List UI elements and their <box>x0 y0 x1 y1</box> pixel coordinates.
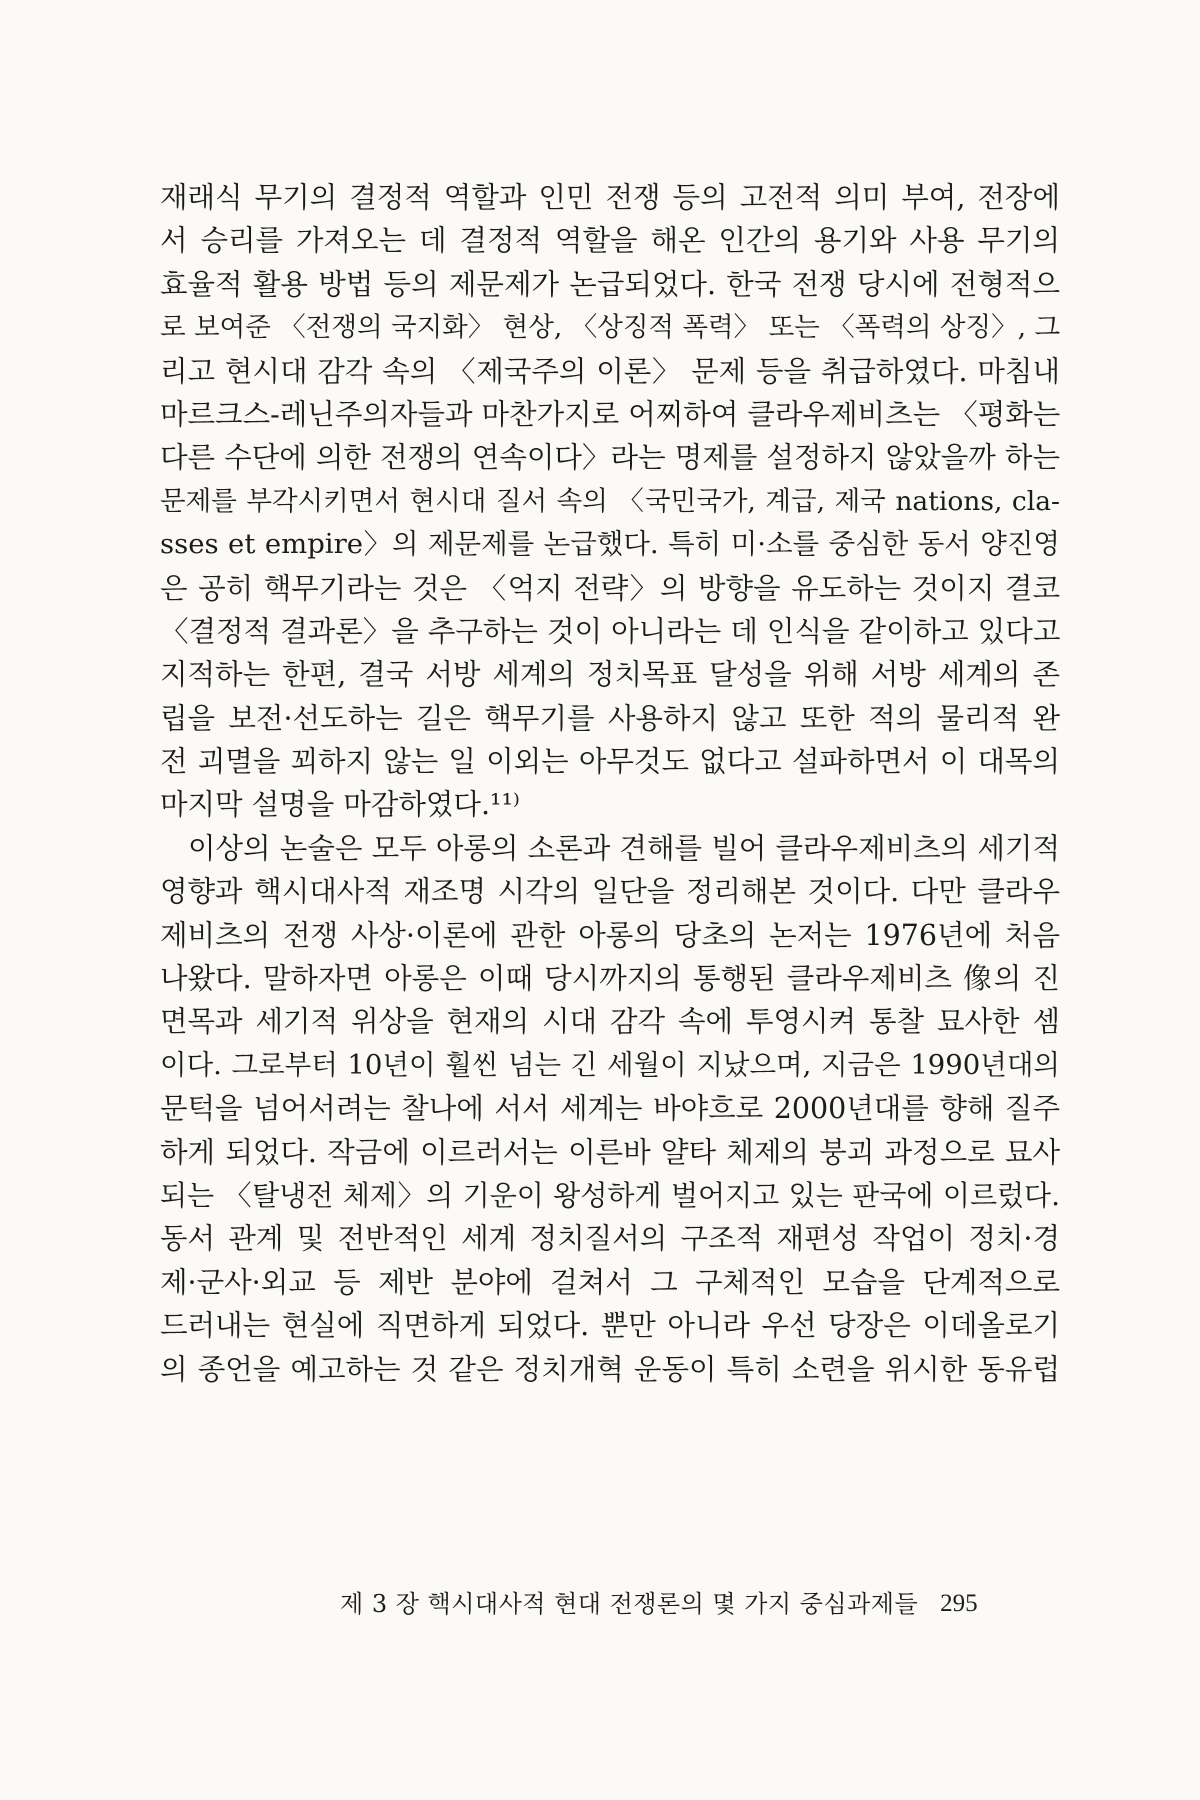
text-line: 다른 수단에 의한 전쟁의 연속이다〉라는 명제를 설정하지 않았을까 하는 <box>160 441 1060 475</box>
text-line: 마르크스-레닌주의자들과 마찬가지로 어찌하여 클라우제비츠는 〈평화는 <box>160 397 1060 431</box>
page-number: 295 <box>940 1590 978 1617</box>
text-line: 나왔다. 말하자면 아롱은 이때 당시까지의 통행된 클라우제비츠 像의 진 <box>160 962 1060 996</box>
text-line: 이다. 그로부터 10년이 훨씬 넘는 긴 세월이 지났으며, 지금은 1990년대의 <box>160 1048 1060 1081</box>
text-line: 서 승리를 가져오는 데 결정적 역할을 해온 인간의 용기와 사용 무기의 <box>160 224 1060 258</box>
text-line: sses et empire〉의 제문제를 논급했다. 특히 미·소를 중심한 동서 양진영 <box>160 528 1060 561</box>
text-line: 문턱을 넘어서려는 찰나에 서서 세계는 바야흐로 2000년대를 향해 질주 <box>160 1092 1060 1126</box>
text-line: 립을 보전·선도하는 길은 핵무기를 사용하지 않고 또한 적의 물리적 완 <box>160 701 1060 735</box>
text-line: 영향과 핵시대사적 재조명 시각의 일단을 정리해본 것이다. 다만 클라우 <box>160 875 1060 909</box>
text-line: 로 보여준 〈전쟁의 국지화〉 현상, 〈상징적 폭력〉 또는 〈폭력의 상징〉, 그 <box>160 312 1060 344</box>
text-line: 재래식 무기의 결정적 역할과 인민 전쟁 등의 고전적 의미 부여, 전장에 <box>160 181 1060 214</box>
chapter-title: 제 3 장 핵시대사적 현대 전쟁론의 몇 가지 중심과제들 <box>340 1590 919 1618</box>
text-line: 은 공히 핵무기라는 것은 〈억지 전략〉의 방향을 유도하는 것이지 결코 <box>160 571 1060 605</box>
text-line: 리고 현시대 감각 속의 〈제국주의 이론〉 문제 등을 취급하였다. 마침내 <box>160 354 1060 388</box>
text-line: 면목과 세기적 위상을 현재의 시대 감각 속에 투영시켜 통찰 묘사한 셈 <box>160 1005 1060 1039</box>
text-line: 되는 〈탈냉전 체제〉의 기운이 왕성하게 벌어지고 있는 판국에 이르렀다. <box>160 1178 1060 1212</box>
running-footer <box>340 1584 1060 1624</box>
text-line: 제·군사·외교 등 제반 분야에 걸쳐서 그 구체적인 모습을 단계적으로 <box>160 1265 1060 1299</box>
body-text <box>160 176 1060 1391</box>
text-line: 제비츠의 전쟁 사상·이론에 관한 아롱의 당초의 논저는 1976년에 처음 <box>160 918 1060 952</box>
text-line: 마지막 설명을 마감하였다.¹¹⁾ <box>160 788 520 822</box>
text-line: 이상의 논술은 모두 아롱의 소론과 견해를 빌어 클라우제비츠의 세기적 <box>188 831 1060 865</box>
text-line: 문제를 부각시키면서 현시대 질서 속의 〈국민국가, 계급, 제국 nations, cla- <box>160 485 1060 517</box>
text-line: 동서 관계 및 전반적인 세계 정치질서의 구조적 재편성 작업이 정치·경 <box>160 1222 1060 1256</box>
text-line: 하게 되었다. 작금에 이르러서는 이른바 얄타 체제의 붕괴 과정으로 묘사 <box>160 1135 1060 1169</box>
paragraph-1 <box>160 176 1060 827</box>
text-line: 효율적 활용 방법 등의 제문제가 논급되었다. 한국 전쟁 당시에 전형적으 <box>160 267 1060 301</box>
text-line: 전 괴멸을 꾀하지 않는 일 이외는 아무것도 없다고 설파하면서 이 대목의 <box>160 745 1060 779</box>
text-line: 〈결정적 결과론〉을 추구하는 것이 아니라는 데 인식을 같이하고 있다고 <box>160 614 1060 648</box>
text-line: 드러내는 현실에 직면하게 되었다. 뿐만 아니라 우선 당장은 이데올로기 <box>160 1309 1060 1343</box>
text-line: 의 종언을 예고하는 것 같은 정치개혁 운동이 특히 소련을 위시한 동유럽 <box>160 1352 1060 1386</box>
paragraph-2 <box>160 827 1060 1391</box>
text-line: 지적하는 한편, 결국 서방 세계의 정치목표 달성을 위해 서방 세계의 존 <box>160 658 1060 692</box>
